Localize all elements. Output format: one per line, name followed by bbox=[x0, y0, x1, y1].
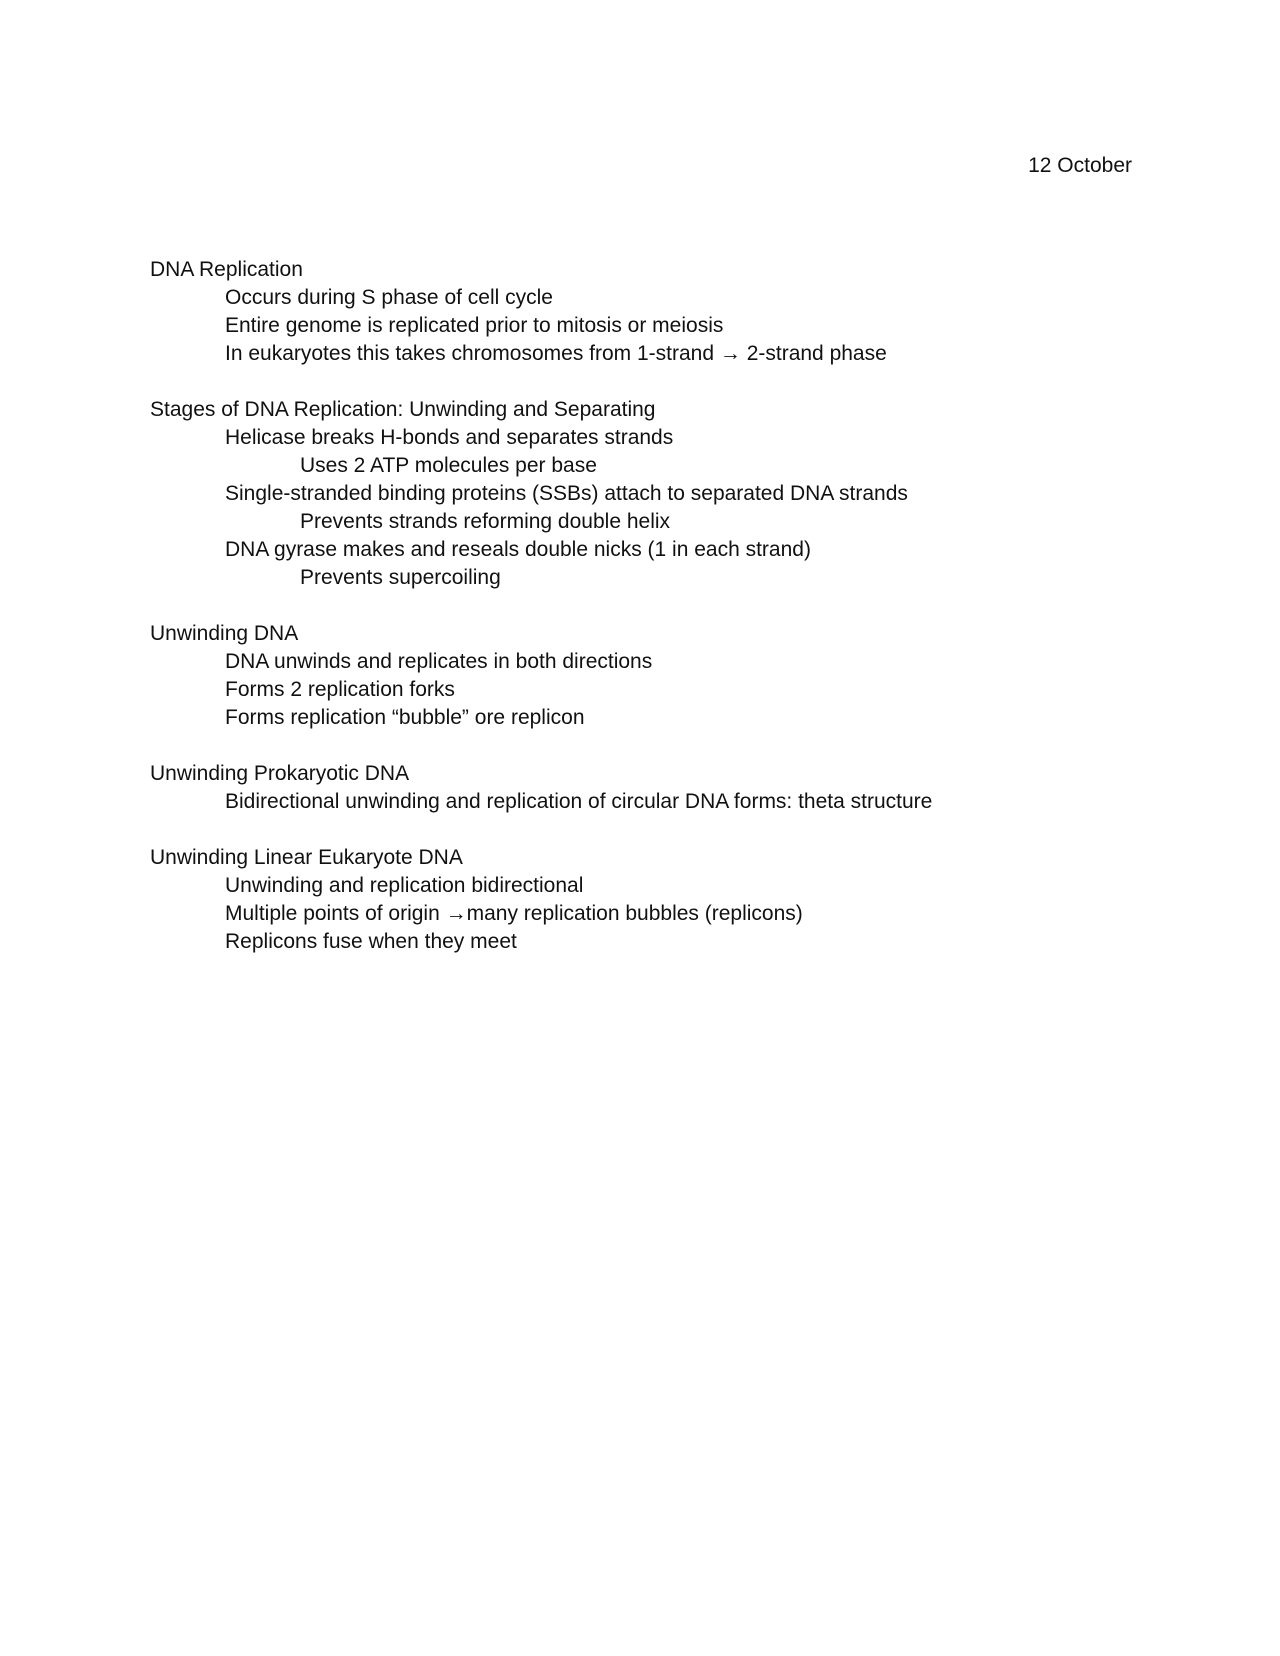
note-line: Entire genome is replicated prior to mitosis or meiosis bbox=[225, 314, 724, 337]
section-heading: Unwinding DNA bbox=[150, 622, 299, 645]
note-line: Unwinding and replication bidirectional bbox=[225, 874, 584, 897]
note-line: DNA unwinds and replicates in both directions bbox=[225, 650, 653, 673]
sub-note-line: Uses 2 ATP molecules per base bbox=[300, 454, 597, 477]
note-line: Bidirectional unwinding and replication of circular DNA forms: theta structure bbox=[225, 790, 933, 813]
note-line: Helicase breaks H-bonds and separates strands bbox=[225, 426, 674, 449]
section-heading: Unwinding Prokaryotic DNA bbox=[150, 762, 410, 785]
note-line: Forms 2 replication forks bbox=[225, 678, 455, 701]
section-unwinding-dna bbox=[150, 620, 1160, 732]
section-prokaryotic-dna bbox=[150, 760, 1160, 816]
note-line: Multiple points of origin →many replication bubbles (replicons) bbox=[225, 902, 803, 925]
section-heading: Stages of DNA Replication: Unwinding and Separating bbox=[150, 398, 656, 421]
section-heading: Unwinding Linear Eukaryote DNA bbox=[150, 846, 463, 869]
section-dna-replication bbox=[150, 256, 1160, 368]
document-date: 12 October bbox=[1028, 154, 1132, 177]
section-linear-eukaryote-dna bbox=[150, 844, 1160, 956]
note-line: Single-stranded binding proteins (SSBs) attach to separated DNA strands bbox=[225, 482, 908, 505]
note-line: Replicons fuse when they meet bbox=[225, 930, 517, 953]
section-stages-of-replication bbox=[150, 396, 1160, 592]
note-line: Occurs during S phase of cell cycle bbox=[225, 286, 553, 309]
sub-note-line: Prevents supercoiling bbox=[300, 566, 501, 589]
section-heading: DNA Replication bbox=[150, 258, 303, 281]
note-line: DNA gyrase makes and reseals double nicks (1 in each strand) bbox=[225, 538, 811, 561]
note-line: Forms replication “bubble” ore replicon bbox=[225, 706, 585, 729]
notes-body bbox=[150, 256, 1160, 984]
note-line: In eukaryotes this takes chromosomes from 1-strand → 2-strand phase bbox=[225, 342, 887, 365]
sub-note-line: Prevents strands reforming double helix bbox=[300, 510, 671, 533]
